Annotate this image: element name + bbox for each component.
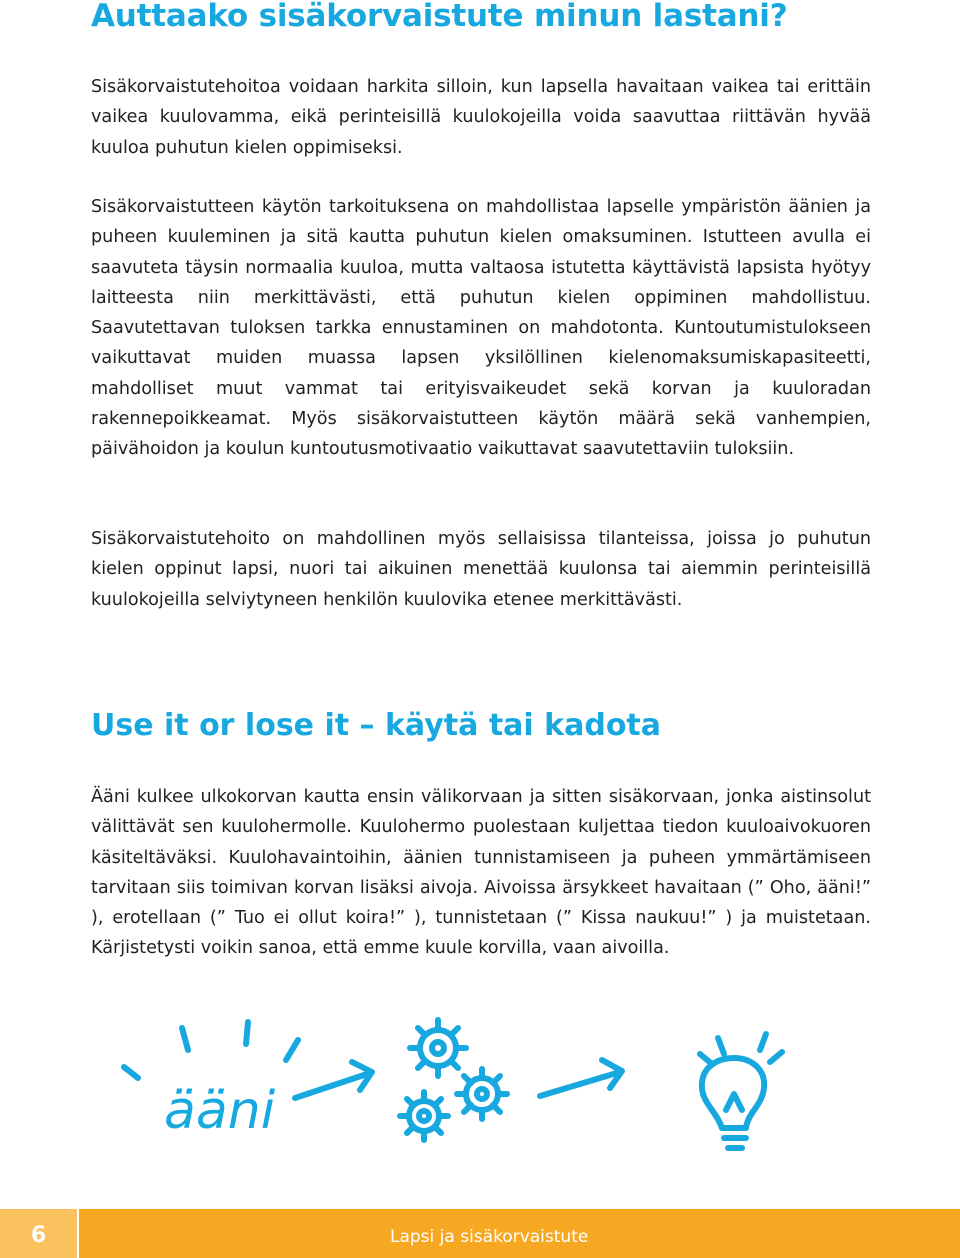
paragraph-3: Sisäkorvaistutehoito on mahdollinen myös sellaisissa tilanteissa, joissa jo puhutun kielen oppinut lapsi, nuori tai aikuinen menettää kuulonsa tai aiemmin perinteisillä kuulokojeilla selviytyneen henkilön kuulovika etenee merkittävästi.	[91, 529, 871, 610]
gears-icon	[400, 1020, 507, 1140]
paragraph-1: Sisäkorvaistutehoitoa voidaan harkita silloin, kun lapsella havaitaan vaikea tai erittäin vaikea kuulovamma, eikä perinteisillä kuulokojeilla voida saavuttaa riittävän hyvää kuuloa puhutun kielen oppimiseksi.	[91, 77, 871, 158]
paragraph-2: Sisäkorvaistutteen käytön tarkoituksena on mahdollistaa lapselle ympäristön äänien ja puheen kuuleminen ja sitä kautta puhutun kielen omaksuminen. Istutteen avulla ei saavuteta täysin normaalia kuuloa, mutta valtaosa istutetta käyttävistä lapsista hyötyy laitteesta niin merkittävästi, että puhutun kielen oppiminen mahdollistuu. Saavutettavan tuloksen tarkka ennustaminen on mahdotonta. Kuntoutumistulokseen vaikuttavat muiden muassa lapsen yksilöllinen kielenomaksumiskapasiteetti, mahdolliset muut vammat tai erityisvaikeudet sekä korvan ja kuuloradan rakennepoikkeamat. Myös sisäkorvaistutteen käytön määrä sekä vanhempien, päivähoidon ja koulun kuntoutusmotivaatio vaikuttavat saavutettaviin tuloksiin.	[91, 197, 871, 460]
sound-lines-icon	[124, 1022, 298, 1078]
hearing-illustration	[120, 1010, 840, 1180]
page-footer	[0, 1209, 960, 1258]
paragraph-4: Ääni kulkee ulkokorvan kautta ensin välikorvaan ja sitten sisäkorvaan, jonka aistinsolut välittävät sen kuulohermolle. Kuulohermo puolestaan kuljettaa tiedon kuuloaivokuoren käsiteltäväksi. Kuulohavaintoihin, äänien tunnistamiseen ja puheen ymmärtämiseen tarvitaan siis toimivan korvan lisäksi aivoja. Aivoissa ärsykkeet havaitaan (” Oho, ääni!” ), erotellaan (” Tuo ei ollut koira!” ), tunnistetaan (” Kissa naukuu!” ) ja muistetaan. Kärjistetysti voikin sanoa, että emme kuule korvilla, vaan aivoilla.	[91, 787, 871, 959]
footer-title: Lapsi ja sisäkorvaistute	[390, 1227, 589, 1247]
page-number-box	[0, 1209, 79, 1258]
aani-word: ääni	[164, 1081, 276, 1141]
arrow-right-icon	[295, 1062, 372, 1098]
page-number: 6	[30, 1223, 47, 1248]
lightbulb-icon	[700, 1034, 782, 1148]
section-heading: Use it or lose it – käytä tai kadota	[91, 708, 662, 743]
page-heading: Auttaako sisäkorvaistute minun lastani?	[91, 0, 788, 34]
arrow-right-icon	[540, 1060, 622, 1096]
